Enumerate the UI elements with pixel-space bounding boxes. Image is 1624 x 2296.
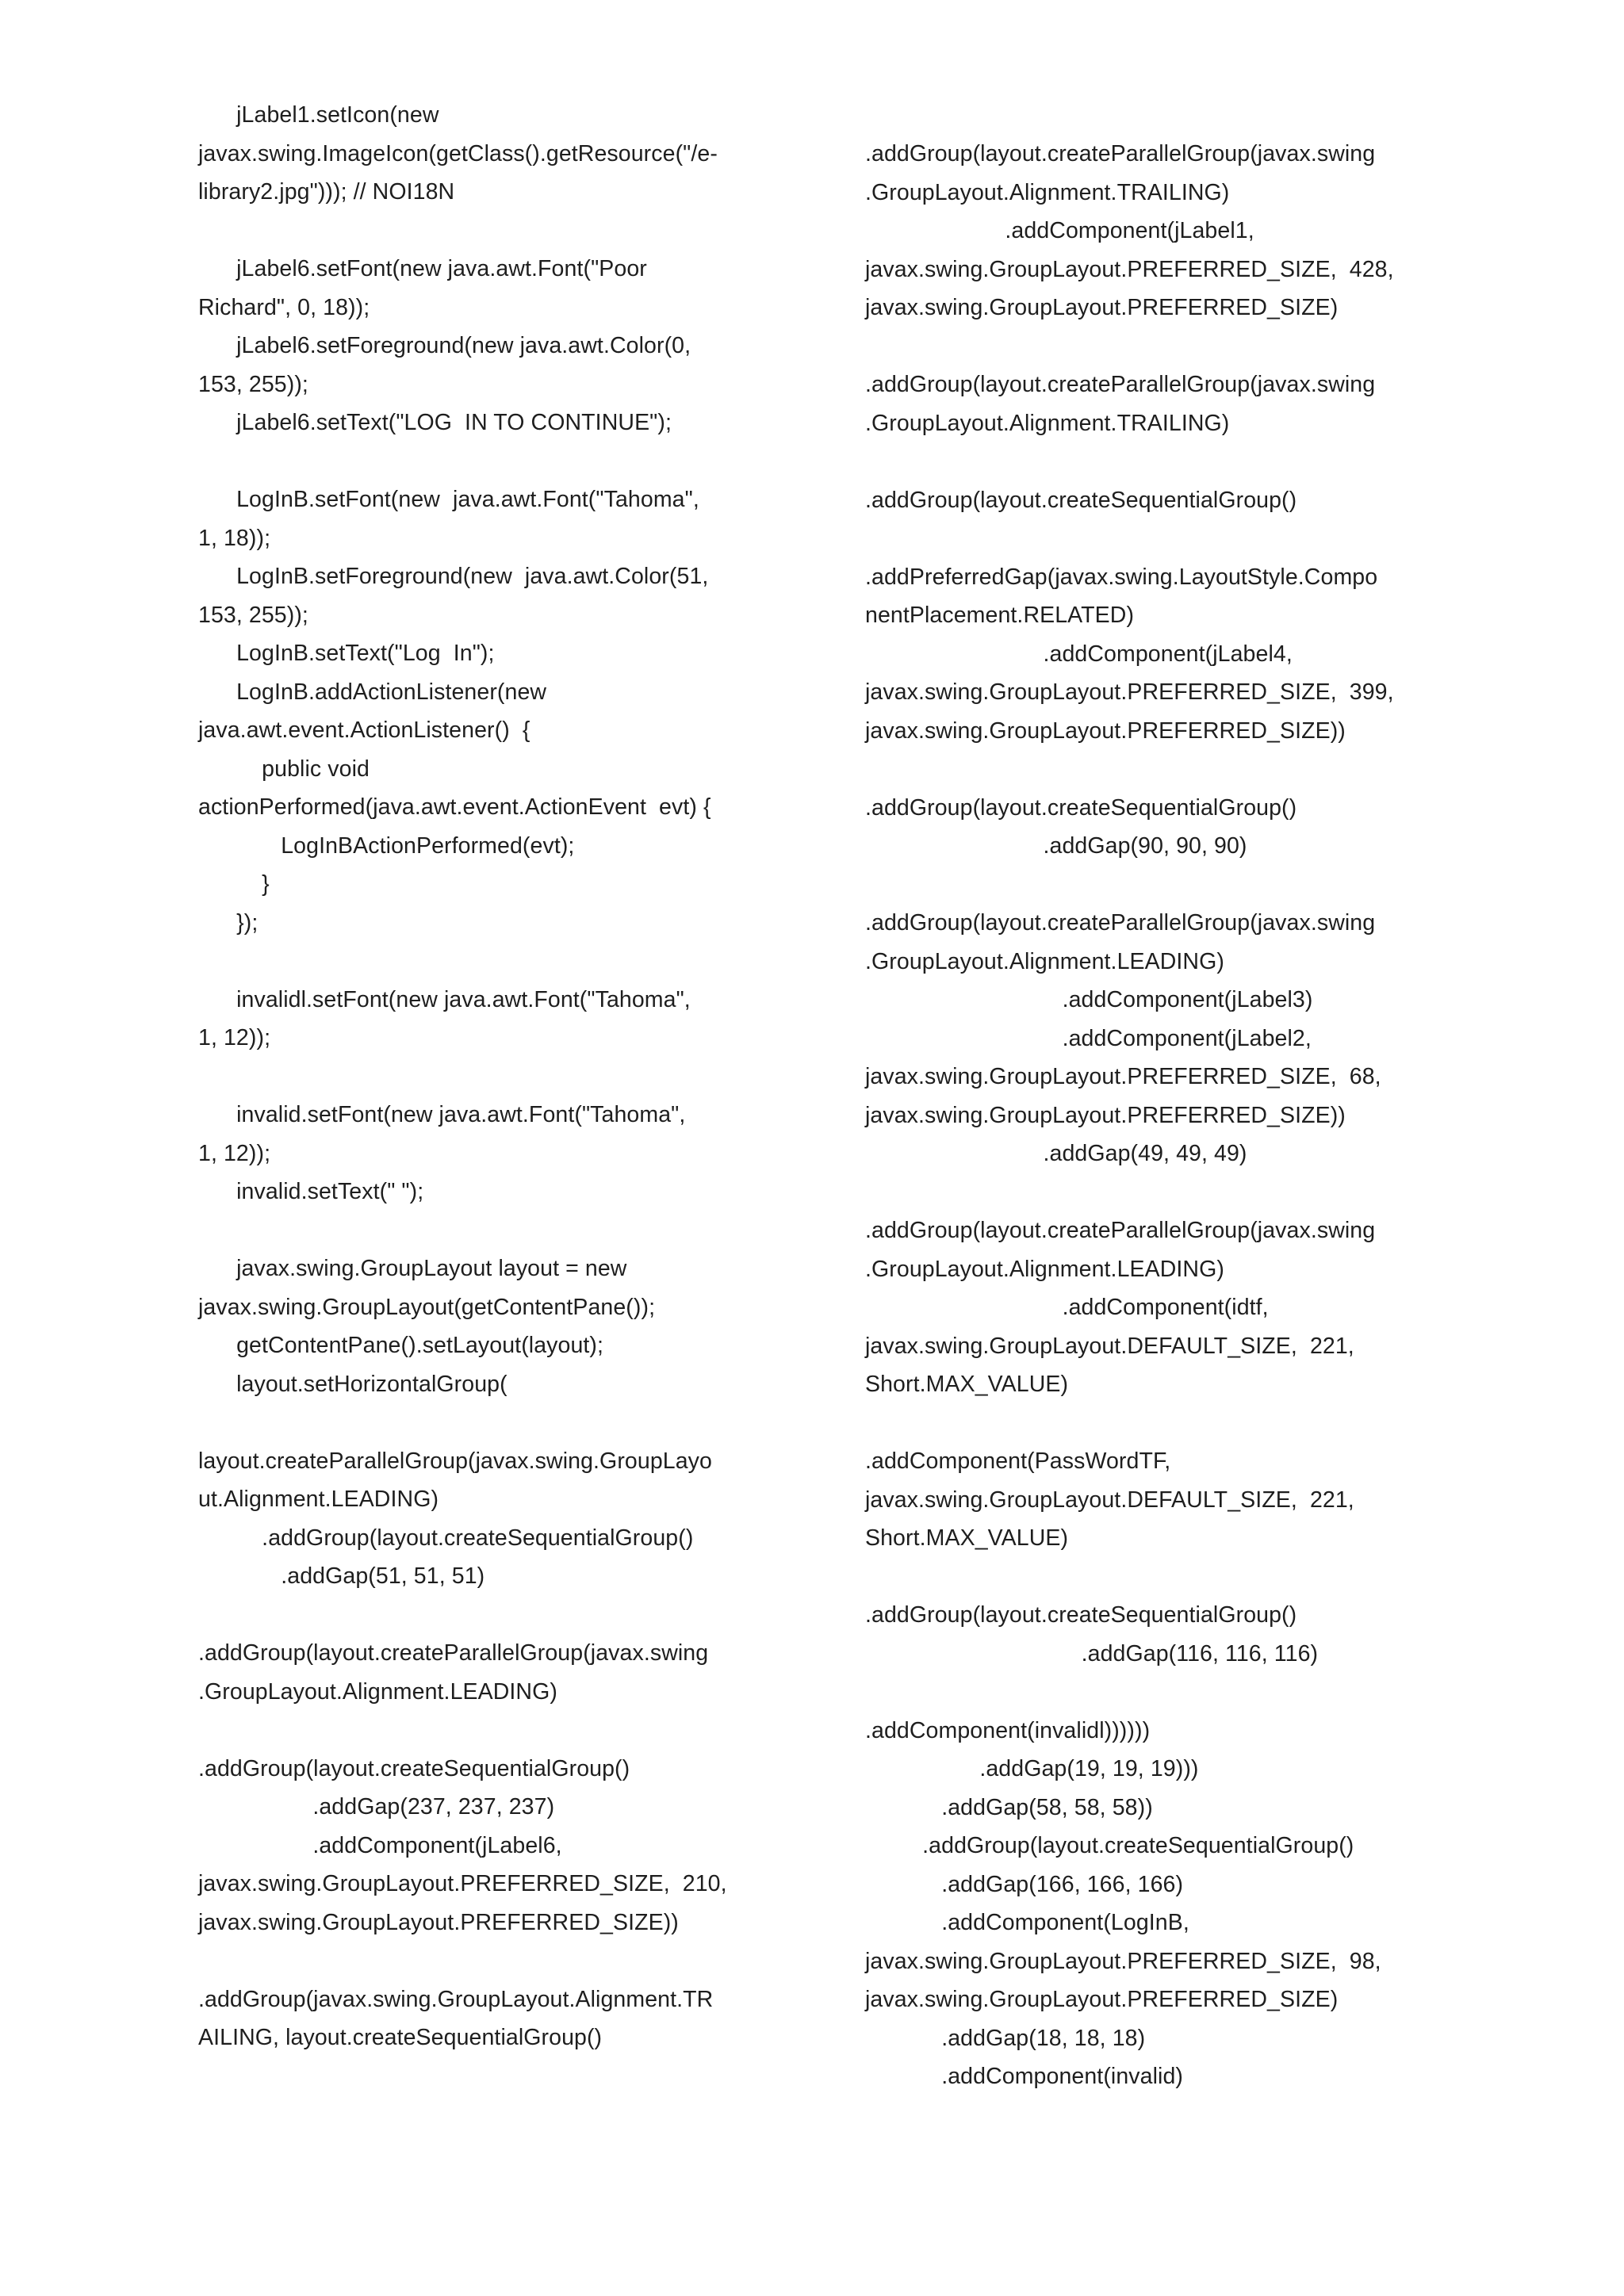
left-code-line: library2.jpg"))); // NOI18N — [198, 179, 455, 205]
left-code-line: 1, 12)); — [198, 1025, 271, 1050]
left-code-line: java.awt.event.ActionListener() { — [198, 718, 530, 743]
right-code-line: .addComponent(invalid) — [865, 2064, 1184, 2089]
right-code-line: .addComponent(jLabel1, — [865, 218, 1254, 243]
right-code-line: .addComponent(LogInB, — [865, 1910, 1189, 1935]
left-code-line: getContentPane().setLayout(layout); — [198, 1333, 604, 1358]
left-code-line — [198, 1942, 785, 1980]
left-code-line: .addGap(51, 51, 51) — [198, 1563, 485, 1589]
right-code-line: .addGap(166, 166, 166) — [865, 1871, 1184, 1897]
left-code-line: invalid.setFont(new java.awt.Font("Tahoma", — [198, 1102, 686, 1127]
right-code-line — [865, 866, 1452, 905]
right-code-line: .GroupLayout.Alignment.LEADING) — [865, 1256, 1224, 1282]
right-code-line: .addGroup(layout.createSequentialGroup() — [865, 1602, 1297, 1628]
right-code-line: .addGap(58, 58, 58)) — [865, 1794, 1153, 1820]
right-code-line: .addGap(19, 19, 19))) — [865, 1756, 1199, 1781]
right-code-line: .addComponent(invalidl)))))) — [865, 1717, 1151, 1743]
right-code-line — [865, 327, 1452, 366]
right-code-line: .addComponent(jLabel2, — [865, 1025, 1312, 1051]
right-code-line: .addGroup(layout.createParallelGroup(javax.swing — [865, 141, 1376, 166]
right-code-line: .addGap(49, 49, 49) — [865, 1141, 1247, 1166]
right-code-column — [865, 135, 1452, 2096]
left-code-line: LogInB.setForeground(new java.awt.Color(51, — [198, 564, 709, 589]
right-code-line: .addGroup(layout.createSequentialGroup() — [865, 487, 1297, 513]
right-code-line — [865, 1558, 1452, 1597]
left-code-line: actionPerformed(java.awt.event.ActionEvent evt) { — [198, 794, 711, 820]
left-code-line: layout.setHorizontalGroup( — [198, 1371, 508, 1397]
right-code-line — [865, 519, 1452, 558]
left-code-line: invalidl.setFont(new java.awt.Font("Tahoma", — [198, 986, 691, 1012]
left-code-line: 1, 12)); — [198, 1140, 271, 1166]
left-code-line: javax.swing.GroupLayout(getContentPane()); — [198, 1294, 656, 1320]
left-code-line: javax.swing.GroupLayout.PREFERRED_SIZE, 210, — [198, 1871, 727, 1896]
right-code-line: javax.swing.GroupLayout.PREFERRED_SIZE, 428, — [865, 256, 1394, 282]
right-code-line: javax.swing.GroupLayout.PREFERRED_SIZE, 399, — [865, 679, 1394, 705]
left-code-line: LogInBActionPerformed(evt); — [198, 832, 575, 859]
right-code-line: javax.swing.GroupLayout.PREFERRED_SIZE)) — [865, 1102, 1346, 1128]
right-code-line: Short.MAX_VALUE) — [865, 1525, 1069, 1551]
right-code-line: .GroupLayout.Alignment.TRAILING) — [865, 179, 1230, 205]
left-code-line: javax.swing.ImageIcon(getClass().getResource("/e- — [198, 140, 718, 166]
left-code-line: .addGroup(layout.createSequentialGroup() — [198, 1755, 630, 1781]
left-code-line: .GroupLayout.Alignment.LEADING) — [198, 1678, 557, 1705]
right-code-line: .addGap(90, 90, 90) — [865, 833, 1247, 859]
right-code-line: .addPreferredGap(javax.swing.LayoutStyle.Compo — [865, 564, 1378, 590]
left-code-line: jLabel6.setText("LOG IN TO CONTINUE"); — [198, 410, 672, 435]
left-code-line: public void — [198, 756, 370, 782]
left-code-line: .addGroup(layout.createSequentialGroup() — [198, 1525, 694, 1551]
left-code-line: 153, 255)); — [198, 602, 308, 628]
right-code-line: .addGap(18, 18, 18) — [865, 2025, 1146, 2051]
right-code-line: javax.swing.GroupLayout.PREFERRED_SIZE, 98, — [865, 1948, 1381, 1974]
left-code-line: javax.swing.GroupLayout layout = new — [198, 1256, 627, 1281]
left-code-line: .addComponent(jLabel6, — [198, 1832, 562, 1858]
left-code-line: LogInB.addActionListener(new — [198, 679, 547, 705]
right-code-line — [865, 1673, 1452, 1712]
left-code-line: ut.Alignment.LEADING) — [198, 1487, 439, 1512]
right-code-line: .addGroup(layout.createParallelGroup(javax.swing — [865, 1218, 1376, 1243]
left-code-line: .addGroup(layout.createParallelGroup(javax.swing — [198, 1640, 709, 1666]
right-code-line: .addComponent(jLabel3) — [865, 987, 1313, 1012]
right-code-line: .addGroup(layout.createParallelGroup(javax.swing — [865, 910, 1376, 936]
right-code-line: javax.swing.GroupLayout.PREFERRED_SIZE)) — [865, 718, 1346, 744]
left-code-line: LogInB.setText("Log In"); — [198, 641, 495, 666]
right-code-line: .addGroup(layout.createSequentialGroup() — [865, 1833, 1354, 1858]
left-code-line — [198, 1711, 785, 1750]
left-code-line — [198, 1596, 785, 1635]
left-code-line: } — [198, 871, 270, 897]
left-code-line: Richard", 0, 18)); — [198, 294, 370, 320]
left-code-column — [198, 96, 785, 2057]
right-code-line: .GroupLayout.Alignment.LEADING) — [865, 948, 1224, 974]
left-code-line — [198, 942, 785, 981]
left-code-line — [198, 442, 785, 481]
left-code-line: .addGroup(javax.swing.GroupLayout.Alignment.TR — [198, 1986, 714, 2012]
left-code-line: invalid.setText(" "); — [198, 1179, 424, 1204]
left-code-line — [198, 1403, 785, 1442]
right-code-line: Short.MAX_VALUE) — [865, 1372, 1069, 1397]
right-code-line — [865, 1404, 1452, 1443]
right-code-line: .addComponent(idtf, — [865, 1295, 1269, 1320]
right-code-line — [865, 442, 1452, 481]
right-code-line: .addGap(116, 116, 116) — [865, 1640, 1319, 1667]
left-code-line: }); — [198, 909, 259, 936]
right-code-line: .addGroup(layout.createParallelGroup(javax.swing — [865, 372, 1376, 397]
left-code-line: LogInB.setFont(new java.awt.Font("Tahoma", — [198, 487, 699, 512]
left-code-line: jLabel1.setIcon(new — [198, 102, 439, 128]
right-code-line: javax.swing.GroupLayout.DEFAULT_SIZE, 221, — [865, 1333, 1354, 1359]
left-code-line: jLabel6.setForeground(new java.awt.Color(0, — [198, 333, 691, 358]
left-code-line: layout.createParallelGroup(javax.swing.GroupLayo — [198, 1448, 712, 1474]
left-code-line — [198, 212, 785, 251]
right-code-line — [865, 1173, 1452, 1212]
left-code-line: 1, 18)); — [198, 525, 271, 551]
right-code-line: javax.swing.GroupLayout.PREFERRED_SIZE, 68, — [865, 1064, 1381, 1089]
right-code-line: nentPlacement.RELATED) — [865, 603, 1135, 628]
right-code-line: .addComponent(PassWordTF, — [865, 1448, 1171, 1474]
right-code-line: .GroupLayout.Alignment.TRAILING) — [865, 410, 1230, 436]
left-code-line: jLabel6.setFont(new java.awt.Font("Poor — [198, 256, 647, 281]
left-code-line — [198, 1058, 785, 1096]
right-code-line: .addComponent(jLabel4, — [865, 641, 1293, 667]
left-code-line: .addGap(237, 237, 237) — [198, 1794, 555, 1820]
right-code-line — [865, 750, 1452, 789]
right-code-line: javax.swing.GroupLayout.PREFERRED_SIZE) — [865, 295, 1339, 320]
right-code-line: javax.swing.GroupLayout.PREFERRED_SIZE) — [865, 1987, 1339, 2012]
left-code-line — [198, 1211, 785, 1250]
left-code-line: javax.swing.GroupLayout.PREFERRED_SIZE)) — [198, 1909, 679, 1935]
right-code-line: javax.swing.GroupLayout.DEFAULT_SIZE, 221, — [865, 1487, 1354, 1513]
left-code-line: 153, 255)); — [198, 371, 308, 397]
left-code-line: AILING, layout.createSequentialGroup() — [198, 2025, 603, 2050]
right-code-line: .addGroup(layout.createSequentialGroup() — [865, 794, 1297, 821]
